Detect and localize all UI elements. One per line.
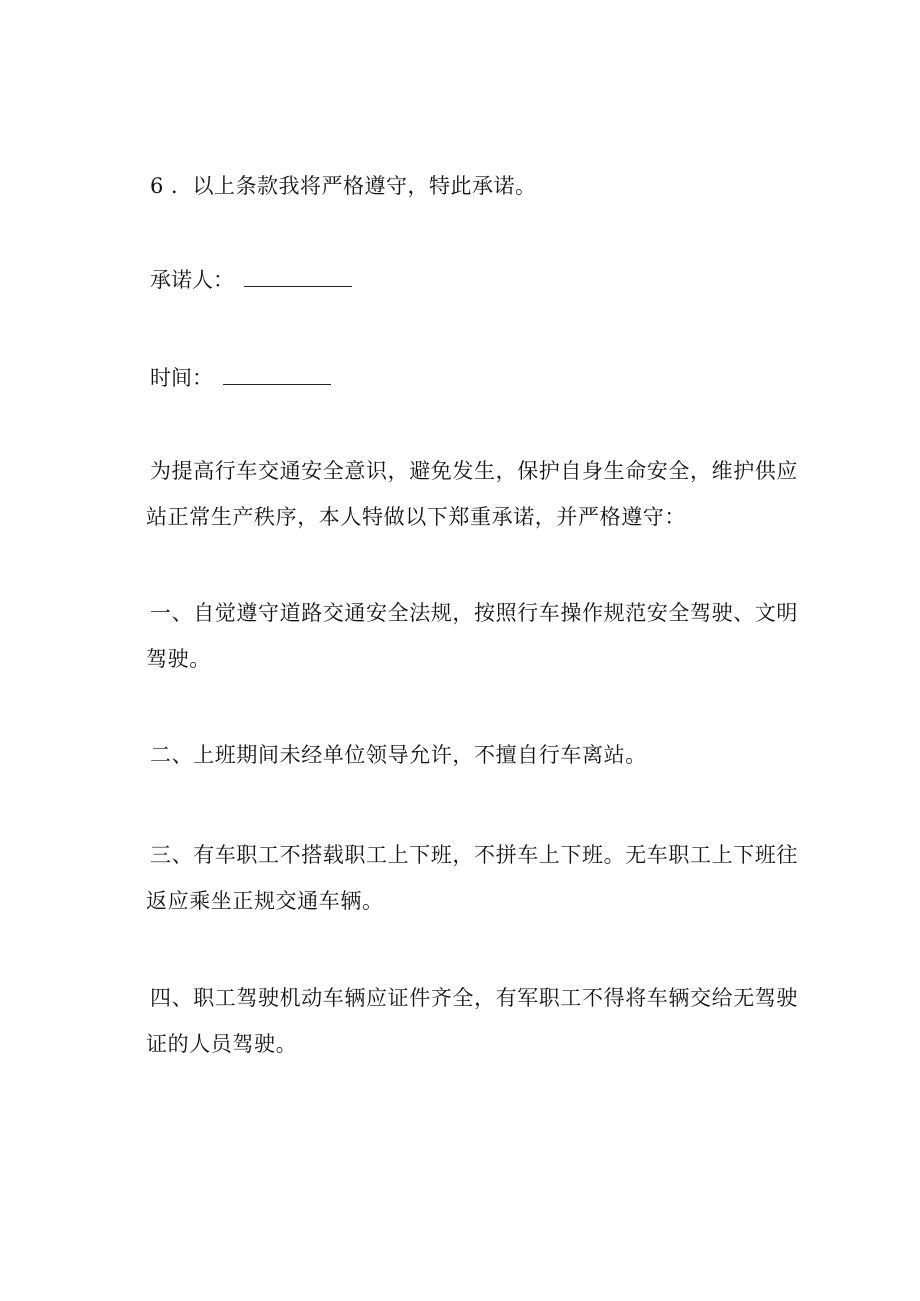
clause-2-line-1: 二、上班期间未经单位领导允许，不擅自行车离站。 xyxy=(150,743,647,767)
intro-paragraph xyxy=(146,448,810,540)
clause-2-paragraph xyxy=(150,732,810,778)
clause-3-paragraph xyxy=(146,832,810,924)
intro-line-1: 为提高行车交通安全意识，避免发生，保护自身生命安全，维护供应 xyxy=(150,459,798,483)
clause-1-line-1: 一、自觉遵守道路交通安全法规，按照行车操作规范安全驾驶、文明 xyxy=(150,601,798,625)
clause-4-line-1: 四、职工驾驶机动车辆应证件齐全，有军职工不得将车辆交给无驾驶 xyxy=(150,986,798,1010)
clause-1-line-2: 驾驶。 xyxy=(146,647,211,671)
intro-line-2: 站正常生产秩序，本人特做以下郑重承诺，并严格遵守： xyxy=(146,505,686,529)
signer-row xyxy=(150,264,352,296)
signer-blank-line xyxy=(244,266,352,287)
clause-3-line-1: 三、有车职工不搭载职工上下班，不拼车上下班。无车职工上下班往 xyxy=(150,843,798,867)
clause-6-text: 6 ．以上条款我将严格遵守，特此承诺。 xyxy=(150,174,537,198)
time-row xyxy=(150,362,331,394)
clause-1-paragraph xyxy=(146,590,810,682)
clause-4-paragraph xyxy=(146,975,810,1067)
time-blank-line xyxy=(223,364,331,385)
clause-3-line-2: 返应乘坐正规交通车辆。 xyxy=(146,889,384,913)
time-label: 时间： xyxy=(150,366,213,390)
signer-label: 承诺人： xyxy=(150,268,234,292)
clause-4-line-2: 证的人员驾驶。 xyxy=(146,1032,298,1056)
